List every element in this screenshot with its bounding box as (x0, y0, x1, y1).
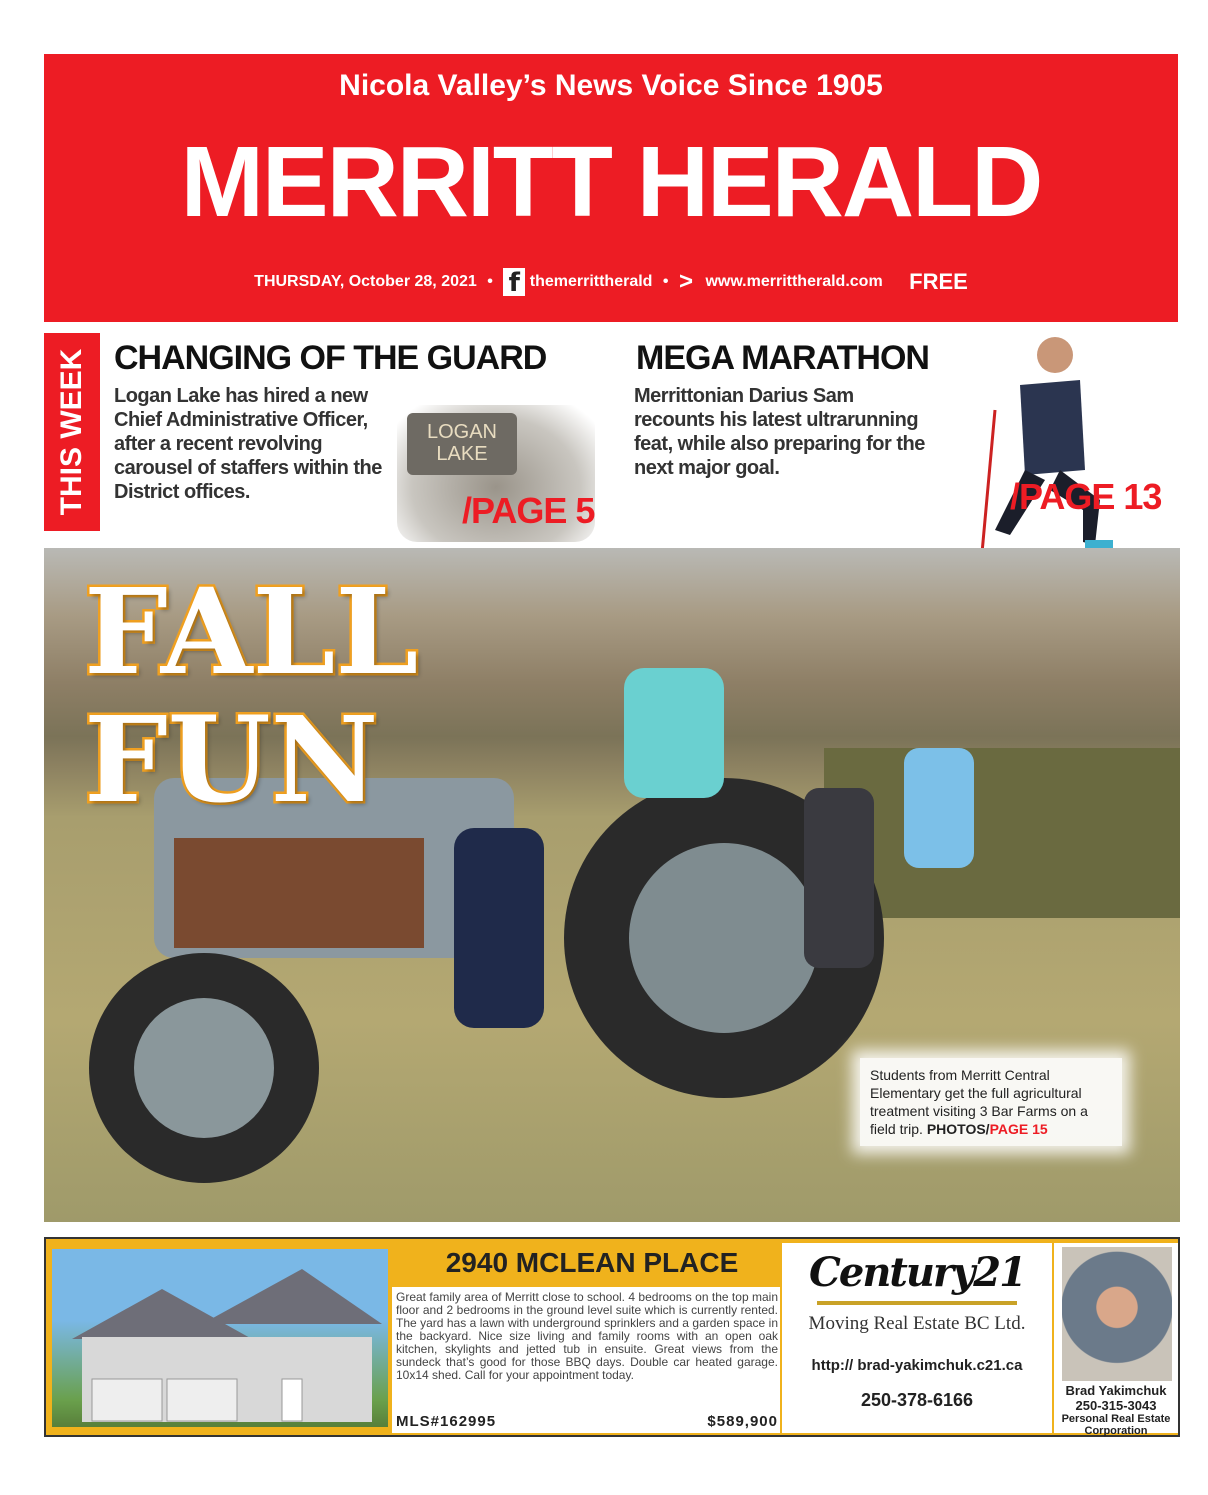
agent-details (1054, 1383, 1178, 1437)
century21-logo: Century21 (809, 1249, 1025, 1296)
page-reference[interactable]: /PAGE 5 (462, 490, 595, 531)
ad-footer (396, 1413, 778, 1430)
page-reference[interactable]: PAGE 15 (989, 1121, 1048, 1137)
office-phone: 250-378-6166 (860, 1390, 974, 1410)
real-estate-ad (44, 1237, 1180, 1437)
agent-phone: 250-315-3043 (1075, 1398, 1157, 1413)
agent-name: Brad Yakimchuk (1065, 1383, 1167, 1398)
runner-photo (965, 330, 1115, 580)
story-headline[interactable]: MEGA MARATHON (636, 339, 929, 377)
century21-logo-line (817, 1301, 1017, 1305)
agent-block (1054, 1243, 1178, 1437)
feature-photo (44, 548, 1180, 1222)
agent-corporation: Personal Real Estate Corporation (1061, 1413, 1171, 1437)
tagline: Nicola Valley’s News Voice Since 1905 (339, 69, 883, 102)
issue-date: THURSDAY, October 28, 2021 (254, 273, 477, 290)
separator: • (487, 273, 493, 290)
arrow-icon: > (678, 268, 693, 295)
logan-lake-sign: LOGAN LAKE (407, 413, 517, 475)
mls-number: MLS#162995 (396, 1413, 497, 1430)
story-deck: Logan Lake has hired a new Chief Administrative Officer, after a recent revolving carousel of staffers within the District offices. (114, 385, 382, 503)
story-deck: Merrittonian Darius Sam recounts his latest ultrarunning feat, while also preparing for the next major goal. (634, 385, 925, 479)
ad-description: Great family area of Merritt close to school. 4 bedrooms on the top main floor and 2 bedrooms in the ground level suite which is currently rented. The yard has a lawn with underground sprinklers and a garden space in the backyard. Nice size living and family rooms with an open oak kitchen, skylights and jetted tub in ensuite. Great views from the sundeck that’s good for those BBQ days. Double car heated garage. 10x14 shed. Call for your appointment today. (396, 1290, 778, 1382)
feature-title: FALL FUN (84, 562, 419, 829)
this-week-label: THIS WEEK (44, 333, 100, 531)
separator: • (662, 273, 669, 290)
website-link[interactable]: www.merrittherald.com (705, 273, 883, 290)
newspaper-title: MERRITT HERALD (180, 126, 1042, 238)
house-photo (52, 1249, 388, 1427)
dateline (44, 268, 1178, 296)
masthead (44, 54, 1178, 322)
listing-price: $589,900 (707, 1413, 778, 1430)
facebook-icon: f (503, 268, 525, 296)
page-reference[interactable]: /PAGE 13 (1010, 476, 1162, 517)
price-label: FREE (909, 269, 968, 294)
photo-caption: Students from Merritt Central Elementary get the full agricultural treatment visiting 3 Bar Farms on a field trip. PHOTOS/PAGE 15 (860, 1058, 1122, 1146)
agent-url[interactable]: http:// brad-yakimchuk.c21.ca (811, 1357, 1023, 1374)
ad-heading: 2940 MCLEAN PLACE (445, 1247, 739, 1278)
brokerage-name: Moving Real Estate BC Ltd. (808, 1313, 1026, 1334)
story-headline[interactable]: CHANGING OF THE GUARD (114, 339, 547, 377)
agent-photo (1062, 1247, 1172, 1381)
facebook-handle[interactable]: themerrittherald (529, 273, 653, 290)
century21-block (782, 1243, 1052, 1433)
